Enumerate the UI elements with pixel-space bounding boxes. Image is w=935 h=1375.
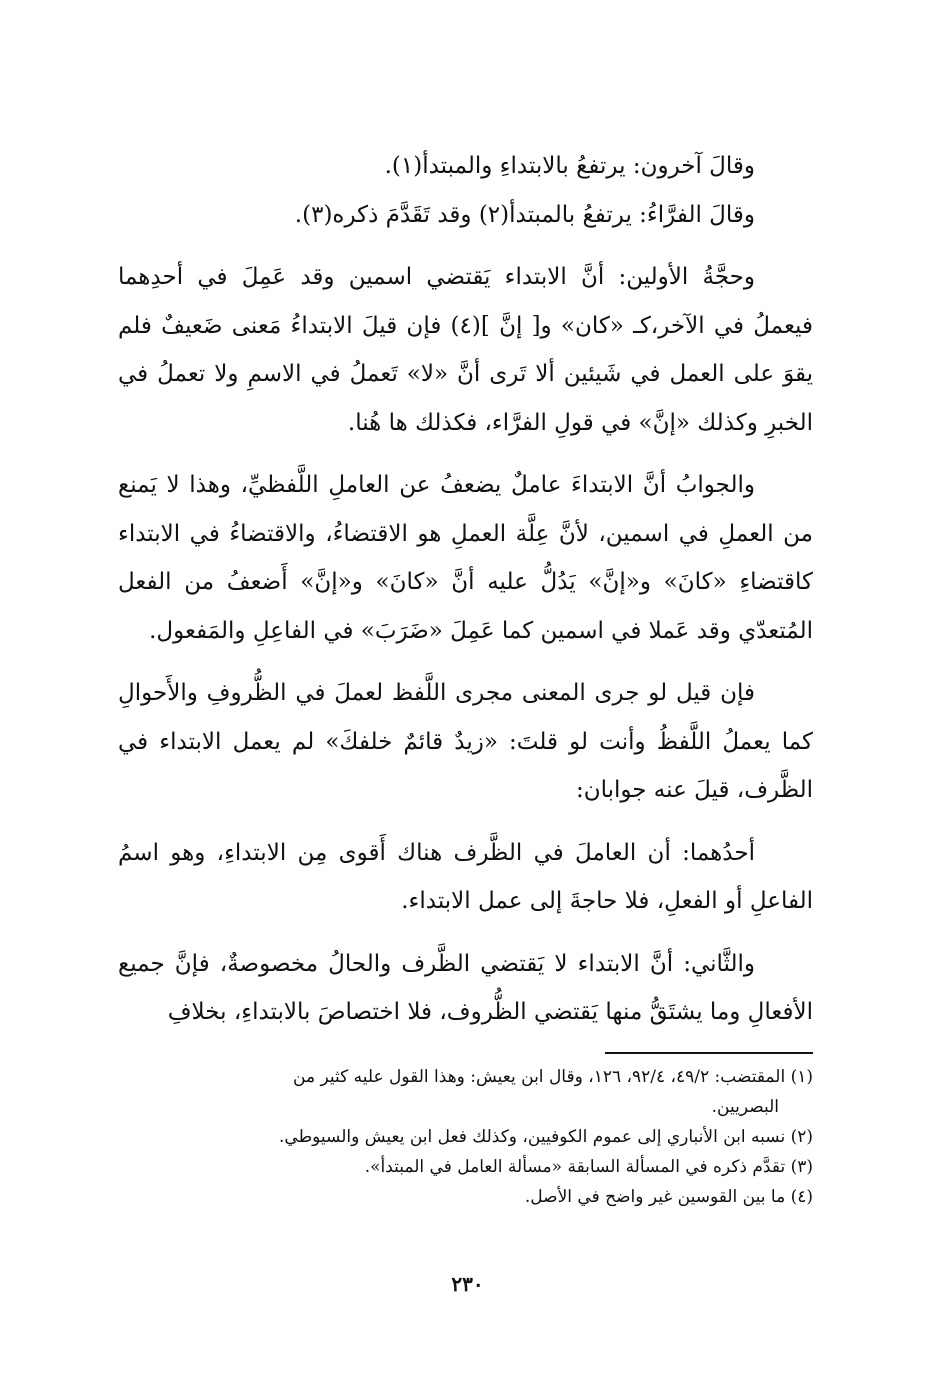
footnote-1: (١) المقتضب: ٤٩/٢، ٩٢/٤، ١٢٦، وقال ابن يعيش: وهذا القول عليه كثير من [293, 1067, 813, 1087]
footnote-separator [605, 1052, 813, 1054]
paragraph-farra-opinion: وقالَ الفرَّاءُ: يرتفعُ بالمبتدأ(٢) وقد تَقَدَّمَ ذكره(٣). [294, 201, 755, 228]
footnote-2: (٢) نسبه ابن الأنباري إلى عموم الكوفيين، وكذلك فعل ابن يعيش والسيوطي. [279, 1127, 813, 1147]
footnotes [118, 1062, 813, 1212]
footnote-3: (٣) تقدَّم ذكره في المسألة السابقة «مسألة العامل في المبتدأ». [364, 1157, 813, 1177]
paragraph-second-reply: والثَّاني: أنَّ الابتداء لا يَقتضي الظَّرف والحالُ مخصوصةٌ، فإنَّ جميع الأفعالِ وما يشتَقُّ منها يَقتضي الظُّروف، فلا اختصاصَ بالابتداءِ، بخلافِ [118, 950, 813, 1025]
page-number: ٢٣٠ [451, 1272, 484, 1296]
paragraph-first-reply: أحدُهما: أن العاملَ في الظَّرف هناك أَقوى مِن الابتداءِ، وهو اسمُ الفاعلِ أو الفعلِ، فلا حاجةَ إلى عمل الابتداء. [118, 839, 813, 914]
paragraph-objection: فإن قيل لو جرى المعنى مجرى اللَّفظ لعملَ في الظُّروفِ والأَحوالِ كما يعملُ اللَّفظُ وأنت لو قلتَ: «زيدٌ قائمٌ خلفكَ» لم يعمل الابتداء في الظَّرف، قيلَ عنه جوابان: [118, 680, 813, 803]
footnote-4: (٤) ما بين القوسين غير واضح في الأصل. [524, 1187, 813, 1207]
paragraph-answer: والجوابُ أنَّ الابتداءَ عاملٌ يضعفُ عن العاملِ اللَّفظيِّ، وهذا لا يَمنع من العملِ في اسمين، لأنَّ عِلَّة العملِ هو الاقتضاءُ، والاقتضاءُ في الابتداء كاقتضاءِ «كانَ» و«إنَّ» يَدُلُّ عليه أنَّ «كانَ» و«إنَّ» أَضعفُ من الفعل المُتعدّي وقد عَملا في اسمين كما عَمِلَ «ضَرَبَ» في الفاعِلِ والمَفعول. [118, 472, 813, 644]
paragraph-first-argument: وحجَّةُ الأولين: أنَّ الابتداء يَقتضي اسمين وقد عَمِلَ في أحدِهما فيعملُ في الآخر،كـ «كان» و[ إنَّ ](٤) فإن قيلَ الابتداءُ مَعنى ضَعيفٌ فلم يقوَ على العمل في شَيئين ألا تَرى أنَّ «لا» تَعملُ في الاسمِ ولا تعملُ في الخبرِ وكذلك «إنَّ» في قولِ الفرَّاء، فكذلك ها هُنا. [118, 264, 813, 436]
main-text [118, 142, 813, 1037]
paragraph-others-opinion: وقالَ آخرون: يرتفعُ بالابتداءِ والمبتدأ(١). [384, 153, 755, 179]
footnote-1-continuation: البصريين. [711, 1097, 779, 1117]
